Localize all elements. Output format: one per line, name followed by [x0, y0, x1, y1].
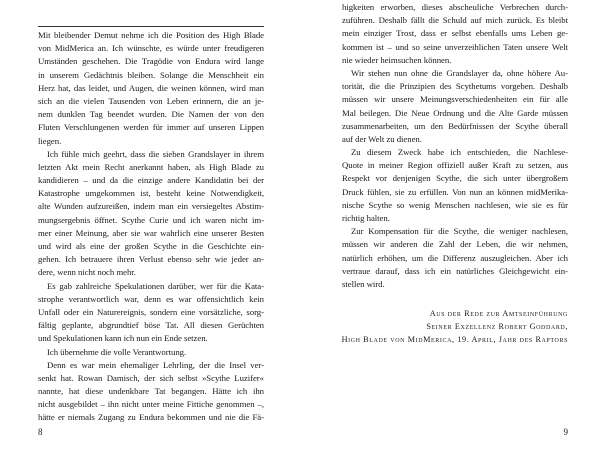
text-line: mungsergebnis öffnet. Scythe Curie und ich waren nicht im- — [38, 214, 264, 225]
text-line: stellen wird. — [342, 278, 385, 289]
left-page-text — [38, 29, 264, 425]
attribution-line-1: Aus der Rede zur Amtseinführung — [429, 309, 568, 318]
text-line: in unserem Gedächtnis bleiben. Solange die Menschheit ein — [38, 69, 264, 80]
text-line: liegen. — [38, 135, 62, 146]
header-rule — [38, 26, 264, 27]
text-line: kommen ist – und so seine unverzeihlichen Taten unsere Welt — [342, 41, 568, 52]
text-line: und Spekulationen kann ich nun ein Ende setzen. — [38, 333, 208, 344]
text-line: strophe verantwortlich war, denn es war offensichtlich kein — [38, 293, 264, 304]
page-number-left: 8 — [38, 427, 43, 437]
text-line: von MidMerica an. Ich wünschte, es würde unter freudigeren — [38, 43, 264, 54]
text-line: hätte er niemals Zugang zu Endura bekommen und nie die Fä- — [38, 412, 264, 423]
text-line: Ich fühle mich geehrt, dass die sieben Grandslayer in ihrem — [47, 148, 264, 159]
text-line: nische Scythe so wenig Menschen nachlesen, wie sie es für — [342, 199, 568, 210]
text-line: zusammenarbeiten, um den Bedürfnissen der Scythe überall — [342, 120, 568, 131]
text-line: torität, die die Prinzipien des Scythetums vorgeben. Deshalb — [342, 81, 568, 92]
text-line: Katastrophe umgekommen ist, besteht keine Notwendigkeit, — [38, 188, 264, 199]
text-line: vertraue darauf, dass ich ein natürliches Gleichgewicht ein- — [342, 265, 568, 276]
text-line: Umständen geschehen. Die Tragödie von Endura wird lange — [38, 56, 264, 67]
text-line: sich an die vielen Tausenden von Leben erinnern, die an je- — [38, 95, 264, 106]
text-line: senkt hat. Rowan Damisch, der sich selbst »Scythe Luzifer« — [38, 372, 264, 383]
text-line: letzten Akt mein Recht anerkannt haben, als High Blade zu — [38, 161, 264, 172]
text-line: Zu diesem Zweck habe ich entschieden, die Nachlese- — [351, 147, 568, 158]
text-line: richtig halten. — [342, 213, 390, 223]
text-line: Ich übernehme die volle Verantwortung. — [47, 346, 187, 357]
speech-attribution — [342, 307, 568, 347]
right-page-text — [342, 1, 568, 291]
text-line: Wir stehen nun ohne die Grandslayer da, ohne höhere Au- — [351, 67, 568, 78]
text-line: natürlich erhöhen, um die Differenz auszugleichen. Aber ich — [342, 252, 568, 263]
text-line: nie wieder heimsuchen können. — [342, 54, 452, 65]
text-line: müssen wir unsere Meinungsverschiedenheiten ein für alle — [342, 94, 568, 105]
text-line: higkeiten erworben, dieses abscheuliche Verbrechen durch- — [342, 2, 568, 12]
text-line: Mit bleibender Demut nehme ich die Position des High Blade — [38, 30, 264, 40]
text-line: und wird als eine der großen Scythe in die Geschichte ein- — [38, 241, 264, 251]
text-line: müssen wir anderen die Zahl der Leben, die wir nehmen, — [342, 239, 568, 250]
text-line: gehen. Ich betrauere ihren Verlust ebenso sehr wie jeder an- — [38, 254, 264, 265]
text-line: Fluten Verschlungenen werden für immer auf unseren Lippen — [38, 122, 264, 133]
text-line: Herz hat, das leidet, und Augen, die weinen können, wird man — [38, 82, 264, 93]
text-line: alte Wunden aufzureißen, indem man ein versiegeltes Abstim- — [38, 201, 264, 212]
attribution-line-2: Seiner Exzellenz Robert Goddard, — [426, 322, 568, 332]
text-line: kandidieren – und da die einzige andere Kandidatin bei der — [38, 175, 264, 186]
text-line: mein einziger Trost, dass er selbst ebenfalls ums Leben ge- — [342, 28, 568, 39]
page-number-right: 9 — [563, 427, 568, 437]
text-line: nannte, hat diese undenkbare Tat begangen. Hätte ich ihn — [38, 386, 264, 397]
attribution-line-3: High Blade von MidMerica, 19. April, Jahr des Raptors — [341, 335, 568, 345]
text-line: Quote in meiner Region offiziell außer Kraft zu setzen, aus — [342, 160, 568, 171]
text-line: fältig geplante, abgrundtief böse Tat. All diesen Gerüchten — [38, 320, 264, 331]
text-line: Respekt vor denjenigen Scythe, die sich unter übergroßem — [342, 173, 568, 184]
text-line: Denn es war mein ehemaliger Lehrling, der die Insel ver- — [47, 359, 264, 370]
text-line: Zur Kompensation für die Scythe, die weniger nachlesen, — [351, 226, 568, 237]
text-line: Mal beilegen. Die Neue Ordnung und die Alte Garde müssen — [342, 107, 568, 118]
text-line: Druck fühlen, sie zu erfüllen. Von nun an können midMerika- — [342, 186, 568, 197]
text-line: Es gab zahlreiche Spekulationen darüber, wer für die Kata- — [47, 280, 264, 291]
text-line: mer einer Meinung, aber sie war wahrlich eine unserer Besten — [38, 227, 264, 238]
text-line: nicht ausgebildet – ihn nicht unter meine Fittiche genommen –, — [38, 399, 264, 410]
text-line: dere, wenn nicht noch mehr. — [38, 267, 136, 278]
text-line: zuführen. Deshalb fällt die Schuld auf mich zurück. Es bleibt — [342, 15, 568, 26]
text-line: auf der Welt zu dienen. — [342, 133, 422, 144]
text-line: nem dunklen Tag beendet wurden. Die Namen der von den — [38, 109, 264, 120]
text-line: Unfall oder ein Naturereignis, sondern eine vorsätzliche, sorg- — [38, 306, 264, 317]
right-page — [300, 0, 600, 456]
